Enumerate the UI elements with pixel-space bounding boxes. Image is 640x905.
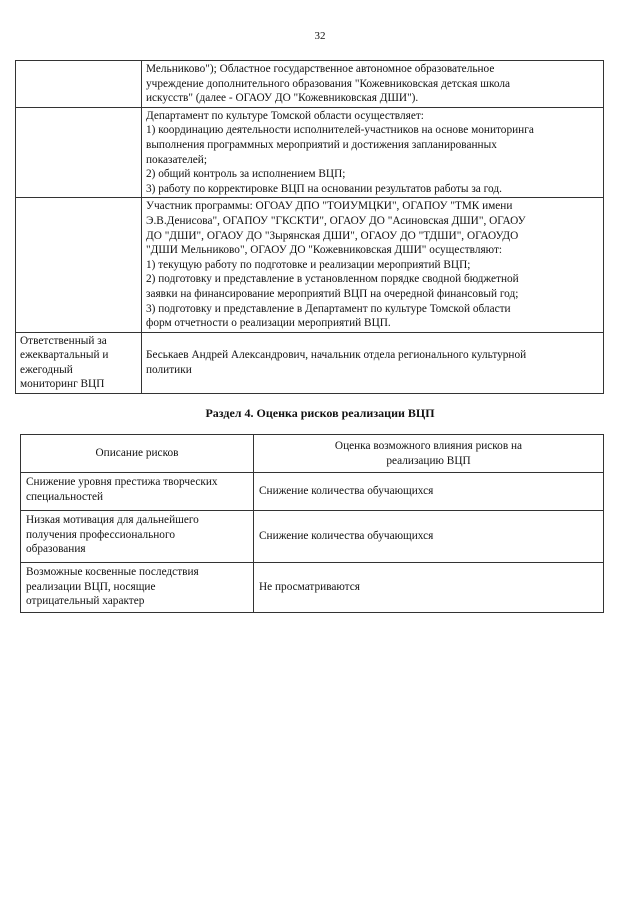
risk-cell: [21, 563, 254, 613]
section-title: Раздел 4. Оценка рисков реализации ВЦП: [205, 406, 435, 420]
column-header-risks: [21, 435, 254, 473]
table-row: [16, 61, 604, 108]
column-header-impact: [254, 435, 604, 473]
text-line: реализации ВЦП, носящие: [26, 580, 156, 593]
text-line: Не просматриваются: [259, 581, 360, 594]
risk-cell: [21, 473, 254, 511]
table-row: [16, 107, 604, 198]
text-line: искусств" (далее - ОГАОУ ДО "Кожевниковская ДШИ").: [146, 92, 419, 105]
page-number: 32: [314, 30, 326, 42]
text-line: "ДШИ Мельниково", ОГАОУ ДО "Кожевниковская ДШИ" осуществляют:: [146, 244, 503, 257]
impact-cell: [254, 511, 604, 563]
text-line: Участник программы: ОГОАУ ДПО "ТОИУМЦКИ", ОГАПОУ "ТМК имени: [146, 200, 513, 213]
impact-cell: [254, 563, 604, 613]
text-line: 1) текущую работу по подготовке и реализации мероприятий ВЦП;: [146, 258, 471, 271]
empty-cell: [16, 61, 142, 108]
text-line: реализацию ВЦП: [386, 454, 471, 467]
department-cell: [142, 107, 604, 198]
text-line: Департамент по культуре Томской области осуществляет:: [146, 109, 424, 122]
text-line: 1) координацию деятельности исполнителей-участников на основе мониторинга: [146, 124, 534, 137]
text-line: Снижение количества обучающихся: [259, 530, 434, 543]
text-line: Оценка возможного влияния рисков на: [334, 439, 523, 452]
text-line: выполнения программных мероприятий и достижения запланированных: [146, 138, 497, 151]
text-line: Беськаев Андрей Александрович, начальник отдела регионального культурной: [146, 349, 527, 362]
text-line: отрицательный характер: [26, 595, 145, 608]
text-line: Ответственный за: [20, 334, 107, 347]
text-line: ежеквартальный и: [20, 349, 109, 362]
text-line: Возможные косвенные последствия: [26, 566, 199, 578]
table-header-row: [21, 435, 604, 473]
table-row: [21, 473, 604, 511]
text-line: 3) работу по корректировке ВЦП на основании результатов работы за год.: [146, 182, 502, 195]
impact-cell: [254, 473, 604, 511]
risk-table: [20, 434, 604, 613]
text-line: Низкая мотивация для дальнейшего: [26, 514, 199, 526]
text-line: ежегодный: [20, 363, 73, 376]
empty-cell: [16, 107, 142, 198]
text-line: специальностей: [26, 490, 104, 503]
text-line: мониторинг ВЦП: [20, 378, 105, 391]
responsible-label-cell: [16, 332, 142, 393]
text-line: 2) подготовку и представление в установленном порядке сводной бюджетной: [146, 273, 519, 286]
text-line: образования: [26, 543, 86, 556]
text-line: форм отчетности о реализации мероприятий ВЦП.: [146, 317, 391, 330]
text-line: показателей;: [146, 153, 207, 166]
text-line: Снижение уровня престижа творческих: [26, 476, 218, 488]
text-line: Мельниково"); Областное государственное автономное образовательное: [146, 63, 495, 75]
text-line: 3) подготовку и представление в Департамент по культуре Томской области: [146, 302, 511, 315]
text-line: Э.В.Денисова", ОГАПОУ "ГКСКТИ", ОГАОУ ДО "Асиновская ДШИ", ОГАОУ: [146, 214, 526, 227]
empty-cell: [16, 198, 142, 332]
table-row: [16, 332, 604, 393]
table-row: [21, 563, 604, 613]
responsibility-table: [15, 60, 604, 394]
text-line: заявки на финансирование мероприятий ВЦП на очередной финансовый год;: [146, 287, 519, 300]
text-line: Описание рисков: [95, 447, 179, 460]
text-line: Снижение количества обучающихся: [259, 485, 434, 498]
text-line: получения профессионального: [26, 528, 175, 541]
text-line: политики: [146, 363, 192, 376]
table-row: [21, 511, 604, 563]
participants-cell: [142, 198, 604, 332]
responsible-value-cell: [142, 332, 604, 393]
text-line: ДО "ДШИ", ОГАОУ ДО "Зырянская ДШИ", ОГАОУ ДО "ТДШИ", ОГАОУДО: [146, 229, 519, 242]
risk-cell: [21, 511, 254, 563]
continuation-cell: [142, 61, 604, 108]
text-line: 2) общий контроль за исполнением ВЦП;: [146, 168, 346, 181]
table-row: [16, 198, 604, 332]
text-line: учреждение дополнительного образования "Кожевниковская детская школа: [146, 77, 511, 90]
